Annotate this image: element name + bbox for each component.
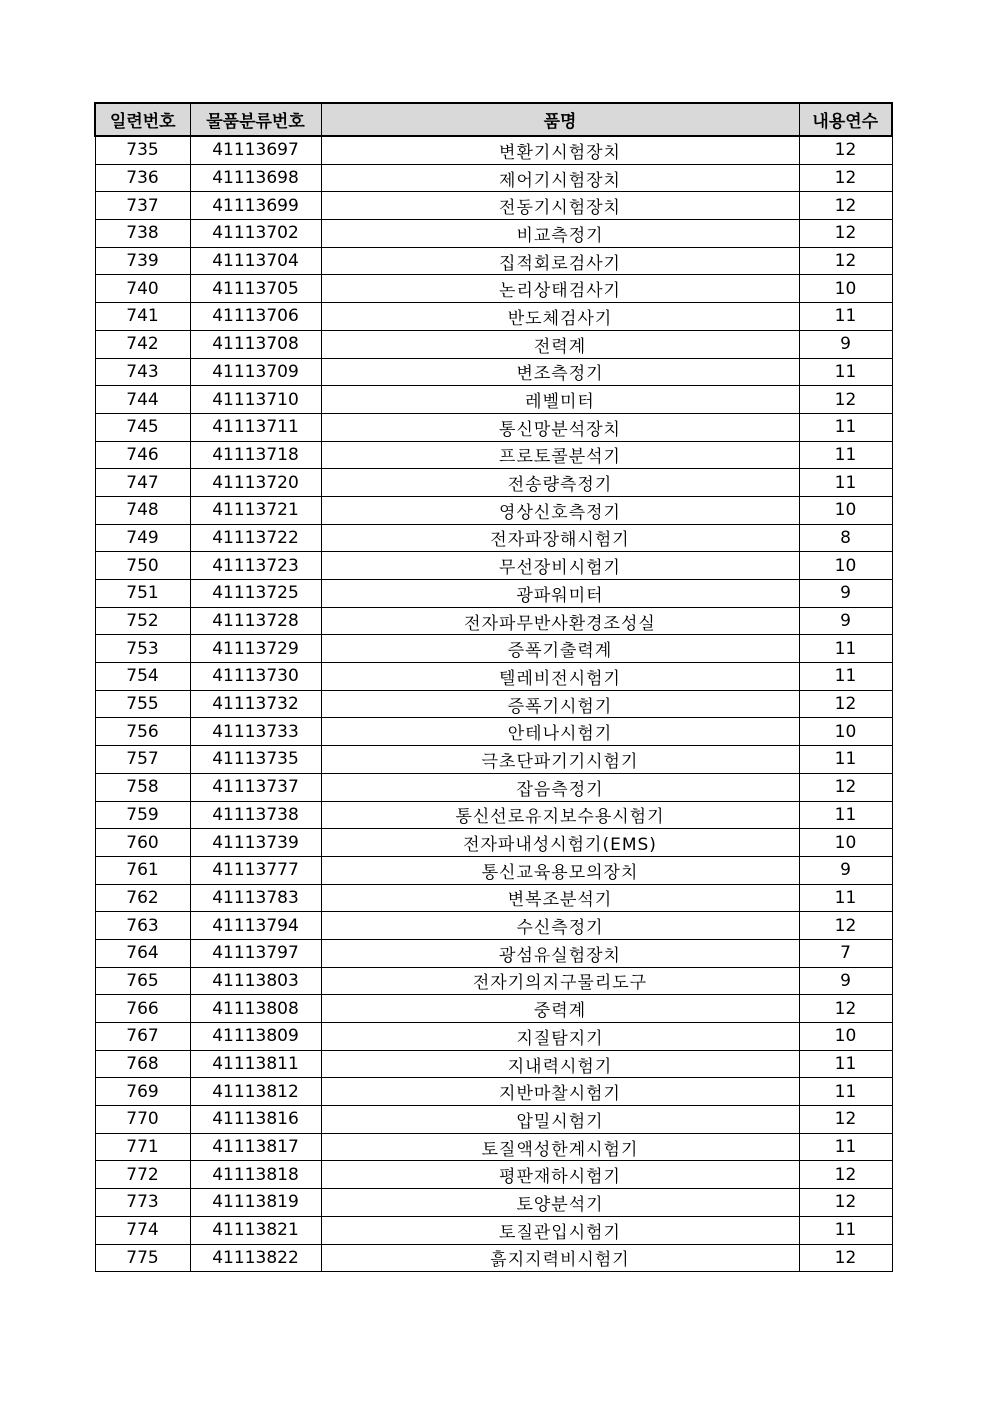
item-name-cell: 전자파무반사환경조성실 xyxy=(321,607,799,635)
item-name-cell: 중력계 xyxy=(321,995,799,1023)
table-row xyxy=(95,1189,892,1217)
classification-code-cell: 41113708 xyxy=(190,330,321,358)
classification-code-cell: 41113816 xyxy=(190,1106,321,1134)
table-row xyxy=(95,441,892,469)
table-row xyxy=(95,607,892,635)
table-row xyxy=(95,386,892,414)
table-row xyxy=(95,1133,892,1161)
classification-code-cell: 41113697 xyxy=(190,136,321,164)
serial-number-cell: 752 xyxy=(95,607,190,635)
service-life-cell: 11 xyxy=(799,469,892,497)
item-name-cell: 극초단파기기시험기 xyxy=(321,746,799,774)
table-row xyxy=(95,663,892,691)
classification-code-cell: 41113818 xyxy=(190,1161,321,1189)
item-name-cell: 증폭기시험기 xyxy=(321,690,799,718)
serial-number-cell: 740 xyxy=(95,275,190,303)
table-row xyxy=(95,967,892,995)
item-name-cell: 변환기시험장치 xyxy=(321,136,799,164)
service-life-cell: 9 xyxy=(799,607,892,635)
service-life-cell: 12 xyxy=(799,690,892,718)
table-row xyxy=(95,1023,892,1051)
serial-number-cell: 746 xyxy=(95,441,190,469)
serial-number-cell: 770 xyxy=(95,1106,190,1134)
item-name-cell: 전력계 xyxy=(321,330,799,358)
serial-number-cell: 751 xyxy=(95,580,190,608)
serial-number-cell: 753 xyxy=(95,635,190,663)
serial-number-cell: 773 xyxy=(95,1189,190,1217)
service-life-cell: 11 xyxy=(799,1216,892,1244)
table-row xyxy=(95,330,892,358)
service-life-cell: 9 xyxy=(799,580,892,608)
item-name-cell: 증폭기출력계 xyxy=(321,635,799,663)
service-life-cell: 11 xyxy=(799,441,892,469)
item-name-cell: 통신망분석장치 xyxy=(321,413,799,441)
classification-code-cell: 41113797 xyxy=(190,939,321,967)
serial-number-cell: 755 xyxy=(95,690,190,718)
serial-number-cell: 741 xyxy=(95,303,190,331)
service-life-cell: 11 xyxy=(799,884,892,912)
table-row xyxy=(95,829,892,857)
header-item-name: 품명 xyxy=(321,103,799,136)
table-row xyxy=(95,1161,892,1189)
item-name-cell: 레벨미터 xyxy=(321,386,799,414)
item-name-cell: 잡음측정기 xyxy=(321,773,799,801)
serial-number-cell: 759 xyxy=(95,801,190,829)
classification-code-cell: 41113698 xyxy=(190,164,321,192)
serial-number-cell: 743 xyxy=(95,358,190,386)
serial-number-cell: 764 xyxy=(95,939,190,967)
service-life-cell: 10 xyxy=(799,552,892,580)
serial-number-cell: 769 xyxy=(95,1078,190,1106)
classification-code-cell: 41113730 xyxy=(190,663,321,691)
serial-number-cell: 768 xyxy=(95,1050,190,1078)
classification-code-cell: 41113722 xyxy=(190,524,321,552)
service-life-cell: 10 xyxy=(799,718,892,746)
service-life-cell: 11 xyxy=(799,746,892,774)
serial-number-cell: 744 xyxy=(95,386,190,414)
service-life-cell: 12 xyxy=(799,1106,892,1134)
serial-number-cell: 747 xyxy=(95,469,190,497)
serial-number-cell: 735 xyxy=(95,136,190,164)
serial-number-cell: 736 xyxy=(95,164,190,192)
service-life-cell: 11 xyxy=(799,1133,892,1161)
item-name-cell: 토질관입시험기 xyxy=(321,1216,799,1244)
table-row xyxy=(95,1050,892,1078)
item-name-cell: 통신선로유지보수용시험기 xyxy=(321,801,799,829)
classification-code-cell: 41113699 xyxy=(190,192,321,220)
classification-code-cell: 41113709 xyxy=(190,358,321,386)
item-name-cell: 프로토콜분석기 xyxy=(321,441,799,469)
classification-code-cell: 41113706 xyxy=(190,303,321,331)
serial-number-cell: 745 xyxy=(95,413,190,441)
service-life-cell: 11 xyxy=(799,1078,892,1106)
serial-number-cell: 762 xyxy=(95,884,190,912)
classification-code-cell: 41113817 xyxy=(190,1133,321,1161)
serial-number-cell: 749 xyxy=(95,524,190,552)
table-row xyxy=(95,746,892,774)
item-name-cell: 텔레비전시험기 xyxy=(321,663,799,691)
item-name-cell: 지질탐지기 xyxy=(321,1023,799,1051)
item-name-cell: 흙지지력비시험기 xyxy=(321,1244,799,1272)
header-row xyxy=(95,103,892,136)
serial-number-cell: 742 xyxy=(95,330,190,358)
service-life-cell: 12 xyxy=(799,192,892,220)
table-row xyxy=(95,1216,892,1244)
table-row xyxy=(95,912,892,940)
serial-number-cell: 766 xyxy=(95,995,190,1023)
classification-code-cell: 41113733 xyxy=(190,718,321,746)
table-row xyxy=(95,995,892,1023)
header-serial-number: 일련번호 xyxy=(95,103,190,136)
classification-code-cell: 41113725 xyxy=(190,580,321,608)
serial-number-cell: 750 xyxy=(95,552,190,580)
serial-number-cell: 771 xyxy=(95,1133,190,1161)
service-life-cell: 10 xyxy=(799,275,892,303)
table-row xyxy=(95,192,892,220)
serial-number-cell: 737 xyxy=(95,192,190,220)
serial-number-cell: 760 xyxy=(95,829,190,857)
item-name-cell: 전자파장해시험기 xyxy=(321,524,799,552)
item-name-cell: 변조측정기 xyxy=(321,358,799,386)
table-row xyxy=(95,718,892,746)
service-life-cell: 8 xyxy=(799,524,892,552)
item-name-cell: 토양분석기 xyxy=(321,1189,799,1217)
table-row xyxy=(95,1078,892,1106)
service-life-cell: 7 xyxy=(799,939,892,967)
table-row xyxy=(95,164,892,192)
service-life-cell: 12 xyxy=(799,220,892,248)
classification-code-cell: 41113705 xyxy=(190,275,321,303)
service-life-cell: 12 xyxy=(799,164,892,192)
service-life-cell: 10 xyxy=(799,1023,892,1051)
service-life-cell: 12 xyxy=(799,1189,892,1217)
service-life-cell: 11 xyxy=(799,413,892,441)
table-row xyxy=(95,773,892,801)
service-life-cell: 9 xyxy=(799,856,892,884)
classification-code-cell: 41113822 xyxy=(190,1244,321,1272)
item-name-cell: 변복조분석기 xyxy=(321,884,799,912)
table-row xyxy=(95,136,892,164)
classification-code-cell: 41113721 xyxy=(190,496,321,524)
item-name-cell: 압밀시험기 xyxy=(321,1106,799,1134)
service-life-cell: 11 xyxy=(799,801,892,829)
table-row xyxy=(95,635,892,663)
table-row xyxy=(95,856,892,884)
classification-code-cell: 41113710 xyxy=(190,386,321,414)
service-life-cell: 9 xyxy=(799,967,892,995)
table-row xyxy=(95,524,892,552)
classification-code-cell: 41113783 xyxy=(190,884,321,912)
table-row xyxy=(95,690,892,718)
classification-code-cell: 41113821 xyxy=(190,1216,321,1244)
serial-number-cell: 756 xyxy=(95,718,190,746)
classification-code-cell: 41113718 xyxy=(190,441,321,469)
classification-code-cell: 41113811 xyxy=(190,1050,321,1078)
table-row xyxy=(95,1106,892,1134)
item-name-cell: 안테나시험기 xyxy=(321,718,799,746)
classification-code-cell: 41113729 xyxy=(190,635,321,663)
item-name-cell: 지반마찰시험기 xyxy=(321,1078,799,1106)
classification-code-cell: 41113808 xyxy=(190,995,321,1023)
service-life-cell: 12 xyxy=(799,1244,892,1272)
service-life-cell: 12 xyxy=(799,995,892,1023)
classification-code-cell: 41113819 xyxy=(190,1189,321,1217)
item-name-cell: 전자기의지구물리도구 xyxy=(321,967,799,995)
serial-number-cell: 763 xyxy=(95,912,190,940)
table-row xyxy=(95,469,892,497)
item-name-cell: 비교측정기 xyxy=(321,220,799,248)
service-life-cell: 11 xyxy=(799,303,892,331)
item-name-cell: 평판재하시험기 xyxy=(321,1161,799,1189)
item-name-cell: 전동기시험장치 xyxy=(321,192,799,220)
table-row xyxy=(95,496,892,524)
classification-code-cell: 41113739 xyxy=(190,829,321,857)
serial-number-cell: 748 xyxy=(95,496,190,524)
item-name-cell: 광섬유실험장치 xyxy=(321,939,799,967)
classification-code-cell: 41113720 xyxy=(190,469,321,497)
serial-number-cell: 774 xyxy=(95,1216,190,1244)
item-name-cell: 반도체검사기 xyxy=(321,303,799,331)
serial-number-cell: 739 xyxy=(95,247,190,275)
table-row xyxy=(95,220,892,248)
serial-number-cell: 738 xyxy=(95,220,190,248)
service-life-cell: 12 xyxy=(799,1161,892,1189)
item-name-cell: 토질액성한계시험기 xyxy=(321,1133,799,1161)
table-row xyxy=(95,358,892,386)
table-row xyxy=(95,275,892,303)
service-life-cell: 11 xyxy=(799,663,892,691)
service-life-cell: 11 xyxy=(799,635,892,663)
classification-code-cell: 41113738 xyxy=(190,801,321,829)
service-life-cell: 12 xyxy=(799,773,892,801)
table-row xyxy=(95,552,892,580)
item-name-cell: 통신교육용모의장치 xyxy=(321,856,799,884)
classification-code-cell: 41113723 xyxy=(190,552,321,580)
table-row xyxy=(95,580,892,608)
item-name-cell: 논리상태검사기 xyxy=(321,275,799,303)
serial-number-cell: 757 xyxy=(95,746,190,774)
serial-number-cell: 775 xyxy=(95,1244,190,1272)
service-life-cell: 12 xyxy=(799,912,892,940)
header-service-life: 내용연수 xyxy=(799,103,892,136)
service-life-cell: 11 xyxy=(799,358,892,386)
item-name-cell: 무선장비시험기 xyxy=(321,552,799,580)
item-name-cell: 제어기시험장치 xyxy=(321,164,799,192)
classification-code-cell: 41113809 xyxy=(190,1023,321,1051)
service-life-cell: 12 xyxy=(799,247,892,275)
item-name-cell: 광파워미터 xyxy=(321,580,799,608)
serial-number-cell: 765 xyxy=(95,967,190,995)
table-row xyxy=(95,413,892,441)
serial-number-cell: 758 xyxy=(95,773,190,801)
classification-code-cell: 41113735 xyxy=(190,746,321,774)
classification-code-cell: 41113803 xyxy=(190,967,321,995)
service-life-cell: 11 xyxy=(799,1050,892,1078)
table-row xyxy=(95,247,892,275)
classification-code-cell: 41113732 xyxy=(190,690,321,718)
item-name-cell: 집적회로검사기 xyxy=(321,247,799,275)
classification-code-cell: 41113704 xyxy=(190,247,321,275)
service-life-cell: 9 xyxy=(799,330,892,358)
service-life-cell: 12 xyxy=(799,136,892,164)
table-body xyxy=(95,136,892,1272)
serial-number-cell: 761 xyxy=(95,856,190,884)
item-table xyxy=(94,102,893,1272)
classification-code-cell: 41113728 xyxy=(190,607,321,635)
item-name-cell: 수신측정기 xyxy=(321,912,799,940)
item-name-cell: 전송량측정기 xyxy=(321,469,799,497)
service-life-cell: 12 xyxy=(799,386,892,414)
classification-code-cell: 41113794 xyxy=(190,912,321,940)
classification-code-cell: 41113812 xyxy=(190,1078,321,1106)
table-header xyxy=(95,103,892,136)
classification-code-cell: 41113737 xyxy=(190,773,321,801)
classification-code-cell: 41113711 xyxy=(190,413,321,441)
item-name-cell: 전자파내성시험기(EMS) xyxy=(321,829,799,857)
table-row xyxy=(95,939,892,967)
table-row xyxy=(95,801,892,829)
table-row xyxy=(95,884,892,912)
serial-number-cell: 767 xyxy=(95,1023,190,1051)
serial-number-cell: 772 xyxy=(95,1161,190,1189)
item-name-cell: 영상신호측정기 xyxy=(321,496,799,524)
table-row xyxy=(95,303,892,331)
serial-number-cell: 754 xyxy=(95,663,190,691)
table-row xyxy=(95,1244,892,1272)
service-life-cell: 10 xyxy=(799,496,892,524)
classification-code-cell: 41113702 xyxy=(190,220,321,248)
service-life-cell: 10 xyxy=(799,829,892,857)
item-name-cell: 지내력시험기 xyxy=(321,1050,799,1078)
classification-code-cell: 41113777 xyxy=(190,856,321,884)
header-classification-code: 물품분류번호 xyxy=(190,103,321,136)
